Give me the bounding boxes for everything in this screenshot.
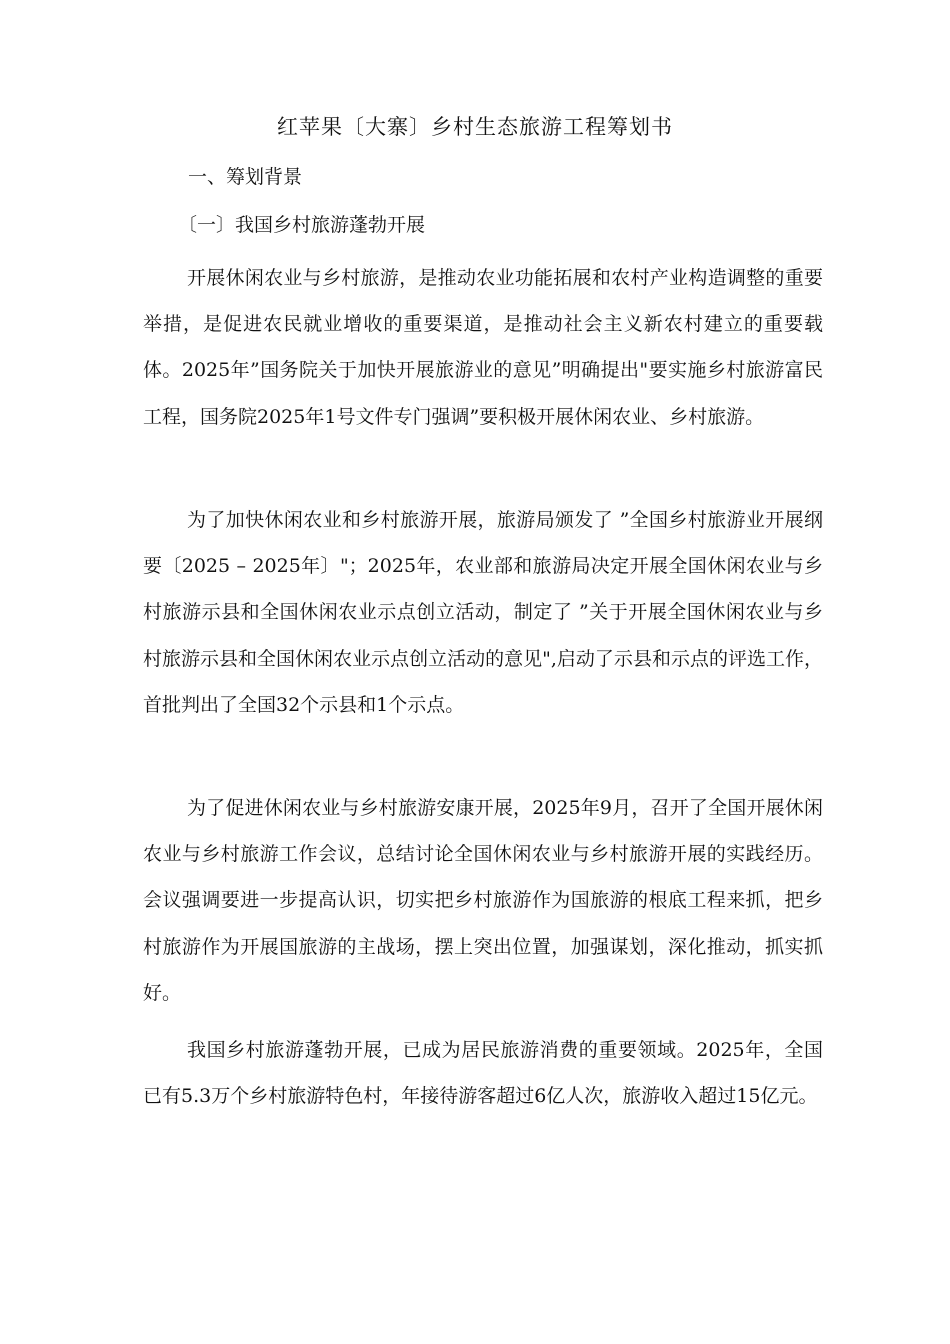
document-title: 红苹果〔大寨〕乡村生态旅游工程筹划书 bbox=[277, 115, 673, 139]
paragraph: 开展休闲农业与乡村旅游，是推动农业功能拓展和农村产业构造调整的重要举措，是促进农民就业增收的重要渠道，是推动社会主义新农村建立的重要载体。2025年”国务院关于加快开展旅游业的意见”明确提出"要实施乡村旅游富民工程，国务院2025年1号文件专门强调”要积极开展休闲农业、乡村旅游。 bbox=[143, 267, 823, 428]
paragraph: 为了促进休闲农业与乡村旅游安康开展，2025年9月，召开了全国开展休闲农业与乡村旅游工作会议，总结讨论全国休闲农业与乡村旅游开展的实践经历。会议强调要进一步提高认识，切实把乡村旅游作为国旅游的根底工程来抓，把乡村旅游作为开展国旅游的主战场，摆上突出位置，加强谋划，深化推动，抓实抓好。 bbox=[143, 797, 823, 1004]
subsection-heading: 〔一〕我国乡村旅游蓬勃开展 bbox=[178, 214, 426, 236]
section-heading: 一、筹划背景 bbox=[188, 166, 303, 188]
paragraph: 我国乡村旅游蓬勃开展，已成为居民旅游消费的重要领域。2025年，全国已有5.3万个乡村旅游特色村，年接待游客超过6亿人次，旅游收入超过15亿元。 bbox=[143, 1039, 823, 1108]
paragraph: 为了加快休闲农业和乡村旅游开展，旅游局颁发了 ”全国乡村旅游业开展纲要〔2025 – 2025年〕"；2025年，农业部和旅游局决定开展全国休闲农业与乡村旅游示县和全国休闲农业示点创立活动，制定了 ”关于开展全国休闲农业与乡村旅游示县和全国休闲农业示点创立活动的意见",启动了示县和示点的评选工作，首批判出了全国32个示县和1个示点。 bbox=[143, 509, 823, 716]
